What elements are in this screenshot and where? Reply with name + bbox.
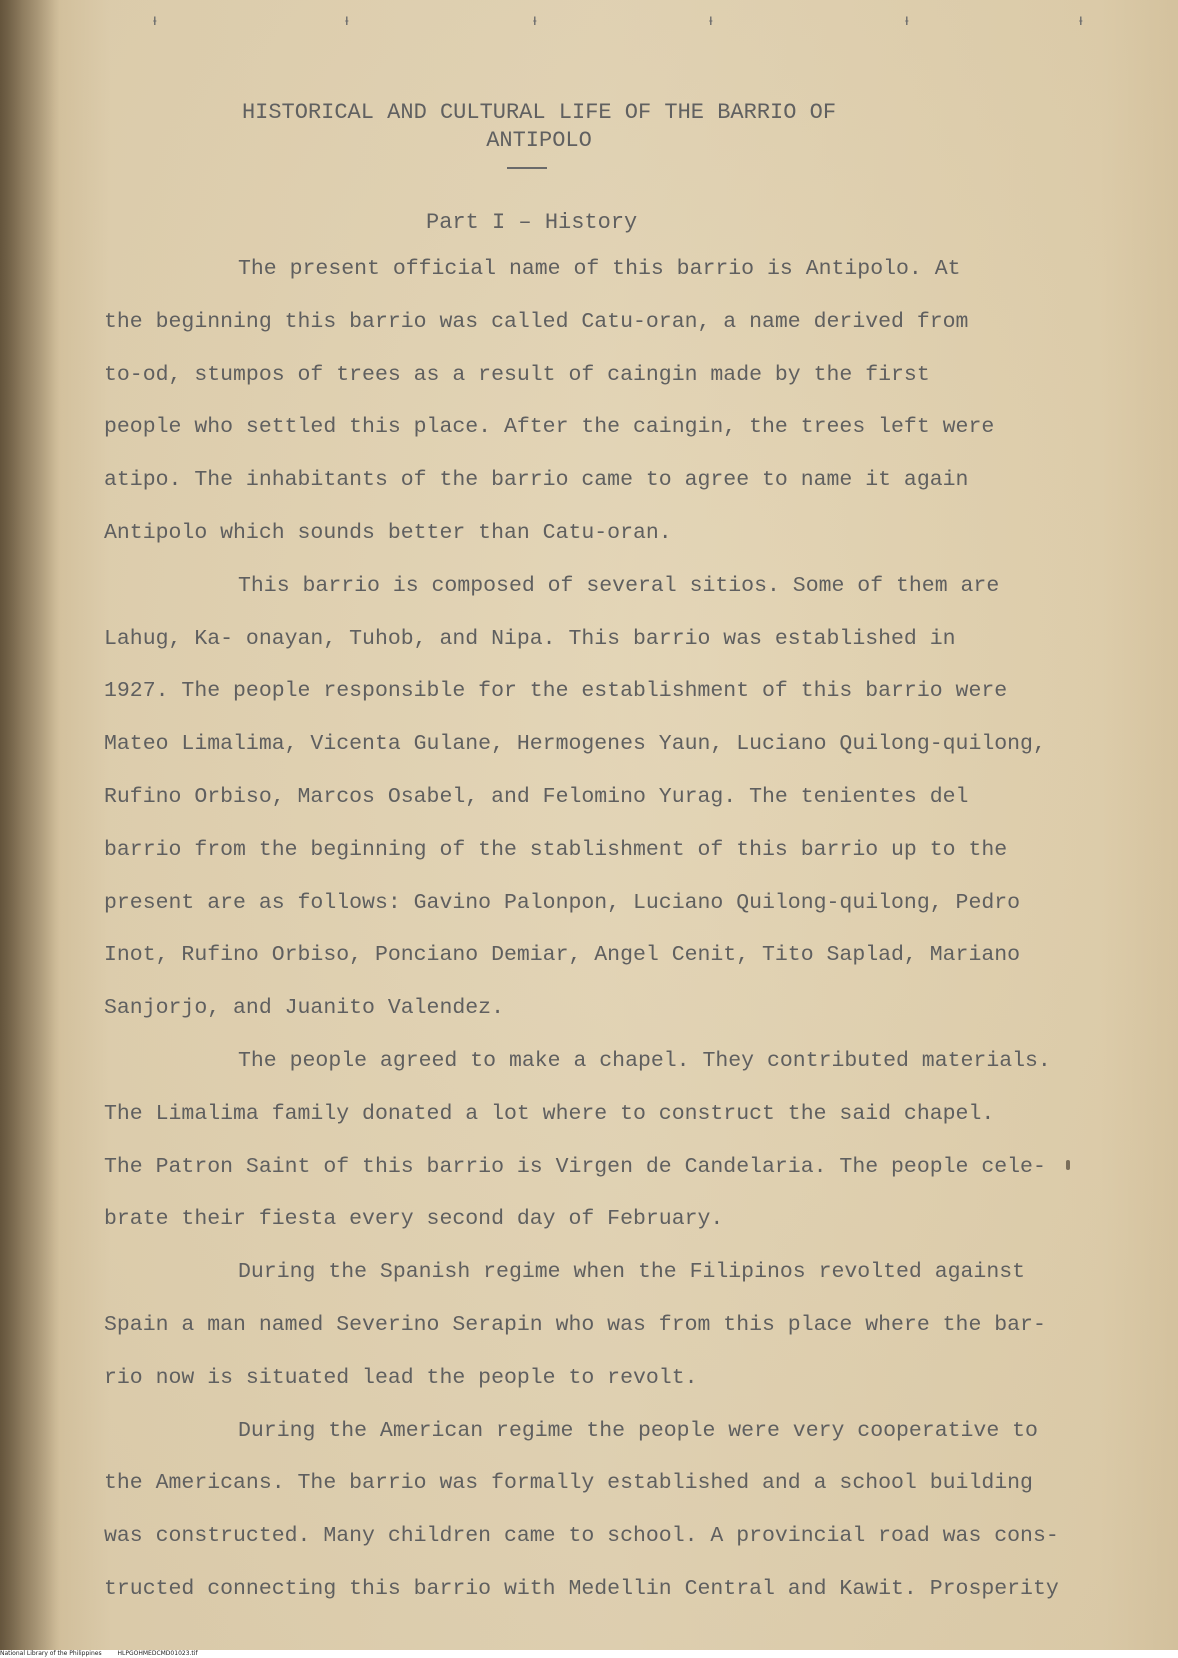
text-line: tructed connecting this barrio with Medellin Central and Kawit. Prosperity	[104, 1576, 1059, 1601]
margin-tick-mark: ᵻ	[902, 12, 912, 30]
text-line: present are as follows: Gavino Palonpon, Luciano Quilong-quilong, Pedro	[104, 890, 1021, 915]
text-line: Spain a man named Severino Serapin who was from this place where the bar-	[104, 1312, 1046, 1337]
scan-footer	[0, 1650, 1178, 1658]
document-title-place: ANTIPOLO	[486, 128, 592, 153]
section-heading: Part I – History	[426, 210, 638, 235]
text-line: During the Spanish regime when the Filipinos revolted against	[238, 1260, 1026, 1285]
text-line: the Americans. The barrio was formally established and a school building	[104, 1471, 1033, 1496]
title-underline	[507, 167, 547, 169]
margin-tick-mark: ᵻ	[150, 12, 160, 30]
text-line: atipo. The inhabitants of the barrio came to agree to name it again	[104, 468, 969, 493]
text-line: Inot, Rufino Orbiso, Ponciano Demiar, Angel Cenit, Tito Saplad, Mariano	[104, 943, 1021, 968]
text-line: was constructed. Many children came to school. A provincial road was cons-	[104, 1524, 1059, 1549]
text-line: Lahug, Ka- onayan, Tuhob, and Nipa. This barrio was established in	[104, 626, 956, 651]
text-line: Sanjorjo, and Juanito Valendez.	[104, 996, 504, 1021]
text-line: rio now is situated lead the people to revolt.	[104, 1365, 698, 1390]
text-line: The Limalima family donated a lot where to construct the said chapel.	[104, 1101, 995, 1126]
margin-tick-mark: ᵻ	[706, 12, 716, 30]
margin-tick-mark: ᵻ	[1076, 12, 1086, 30]
text-line: to-od, stumpos of trees as a result of caingin made by the first	[104, 362, 930, 387]
margin-tick-mark: ᵻ	[342, 12, 352, 30]
paper-spot	[1066, 1160, 1070, 1170]
text-line: During the American regime the people were very cooperative to	[238, 1418, 1038, 1443]
text-line: Antipolo which sounds better than Catu-oran.	[104, 520, 672, 545]
text-line: barrio from the beginning of the stablishment of this barrio up to the	[104, 837, 1008, 862]
footer-file: HLPGOHMEDCMD01023.tif	[117, 1650, 198, 1657]
text-line: The present official name of this barrio is Antipolo. At	[238, 257, 961, 281]
margin-tick-mark: ᵻ	[530, 12, 540, 30]
document-title: HISTORICAL AND CULTURAL LIFE OF THE BARRIO OF	[241, 100, 837, 125]
text-line: The Patron Saint of this barrio is Virgen de Candelaria. The people cele-	[104, 1154, 1046, 1179]
text-line: the beginning this barrio was called Catu-oran, a name derived from	[104, 309, 969, 334]
text-line: people who settled this place. After the caingin, the trees left were	[104, 415, 995, 440]
text-line: Mateo Limalima, Vicenta Gulane, Hermogenes Yaun, Luciano Quilong-quilong,	[104, 732, 1046, 757]
binding-shadow	[0, 0, 60, 1650]
text-line: This barrio is composed of several sitios. Some of them are	[238, 573, 1000, 598]
footer-source: National Library of the Philippines	[0, 1650, 102, 1657]
text-line: 1927. The people responsible for the establishment of this barrio were	[104, 679, 1008, 704]
text-line: brate their fiesta every second day of February.	[104, 1207, 724, 1232]
text-line: Rufino Orbiso, Marcos Osabel, and Felomino Yurag. The tenientes del	[104, 784, 969, 809]
document-body	[104, 243, 1084, 1616]
text-line: The people agreed to make a chapel. They contributed materials.	[238, 1048, 1051, 1073]
